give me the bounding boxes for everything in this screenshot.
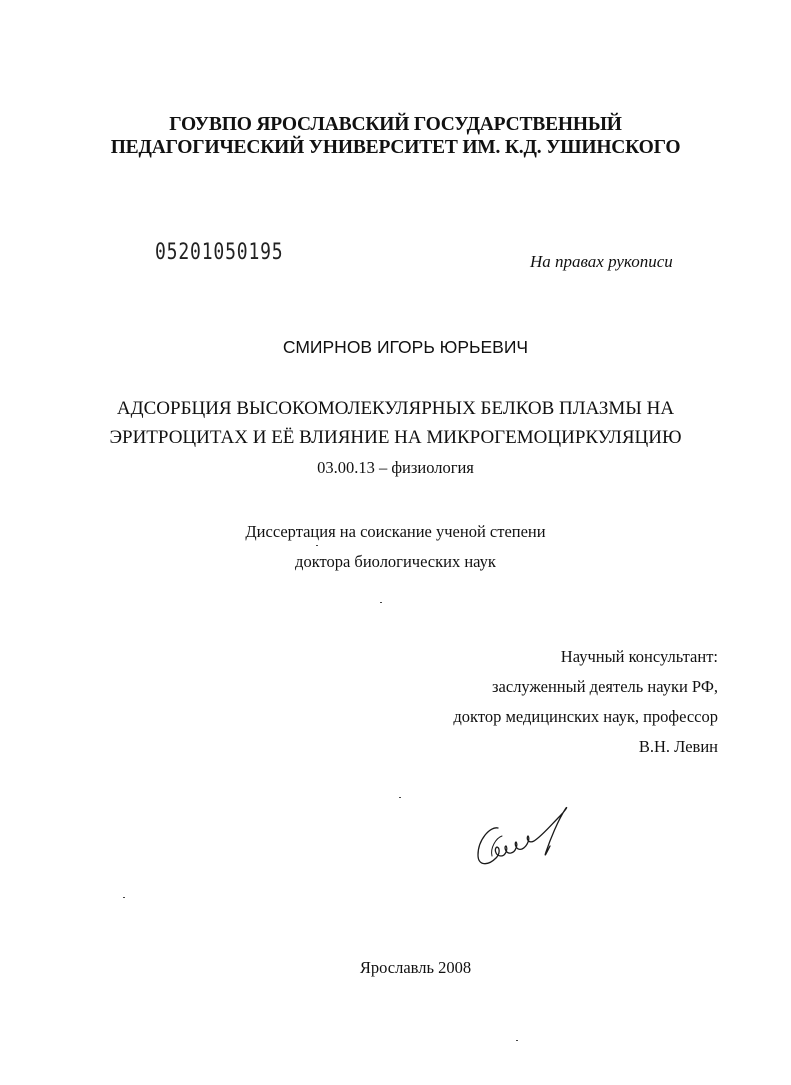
- dissertation-title-line2: ЭРИТРОЦИТАХ И ЕЁ ВЛИЯНИЕ НА МИКРОГЕМОЦИРКУЛЯЦИЮ: [109, 427, 682, 448]
- degree-line1: Диссертация на соискание ученой степени: [245, 522, 546, 541]
- scan-speck: [316, 545, 318, 546]
- scan-speck: [516, 1040, 518, 1041]
- consultant-title2: доктор медицинских наук, профессор: [453, 707, 718, 726]
- specialty-code: 03.00.13 – физиология: [317, 458, 474, 477]
- rights-note: На правах рукописи: [530, 252, 673, 271]
- scan-speck: [380, 602, 382, 603]
- scan-speck: [399, 797, 401, 798]
- city-year: Ярославль 2008: [359, 958, 472, 977]
- degree-line2: доктора биологических наук: [295, 552, 496, 571]
- archive-number-stamp: 05201050195: [155, 240, 284, 265]
- consultant-name: В.Н. Левин: [638, 737, 718, 756]
- handwritten-signature: [470, 800, 600, 875]
- consultant-heading: Научный консультант:: [560, 647, 718, 666]
- consultant-title1: заслуженный деятель науки РФ,: [492, 677, 718, 696]
- institution-name-line1: ГОУВПО ЯРОСЛАВСКИЙ ГОСУДАРСТВЕННЫЙ: [169, 114, 622, 135]
- scan-speck: [123, 897, 125, 898]
- dissertation-title-line1: АДСОРБЦИЯ ВЫСОКОМОЛЕКУЛЯРНЫХ БЕЛКОВ ПЛАЗМЫ НА: [116, 398, 675, 419]
- institution-name-line2: ПЕДАГОГИЧЕСКИЙ УНИВЕРСИТЕТ ИМ. К.Д. УШИНСКОГО: [110, 137, 681, 158]
- author-name: СМИРНОВ ИГОРЬ ЮРЬЕВИЧ: [282, 337, 529, 357]
